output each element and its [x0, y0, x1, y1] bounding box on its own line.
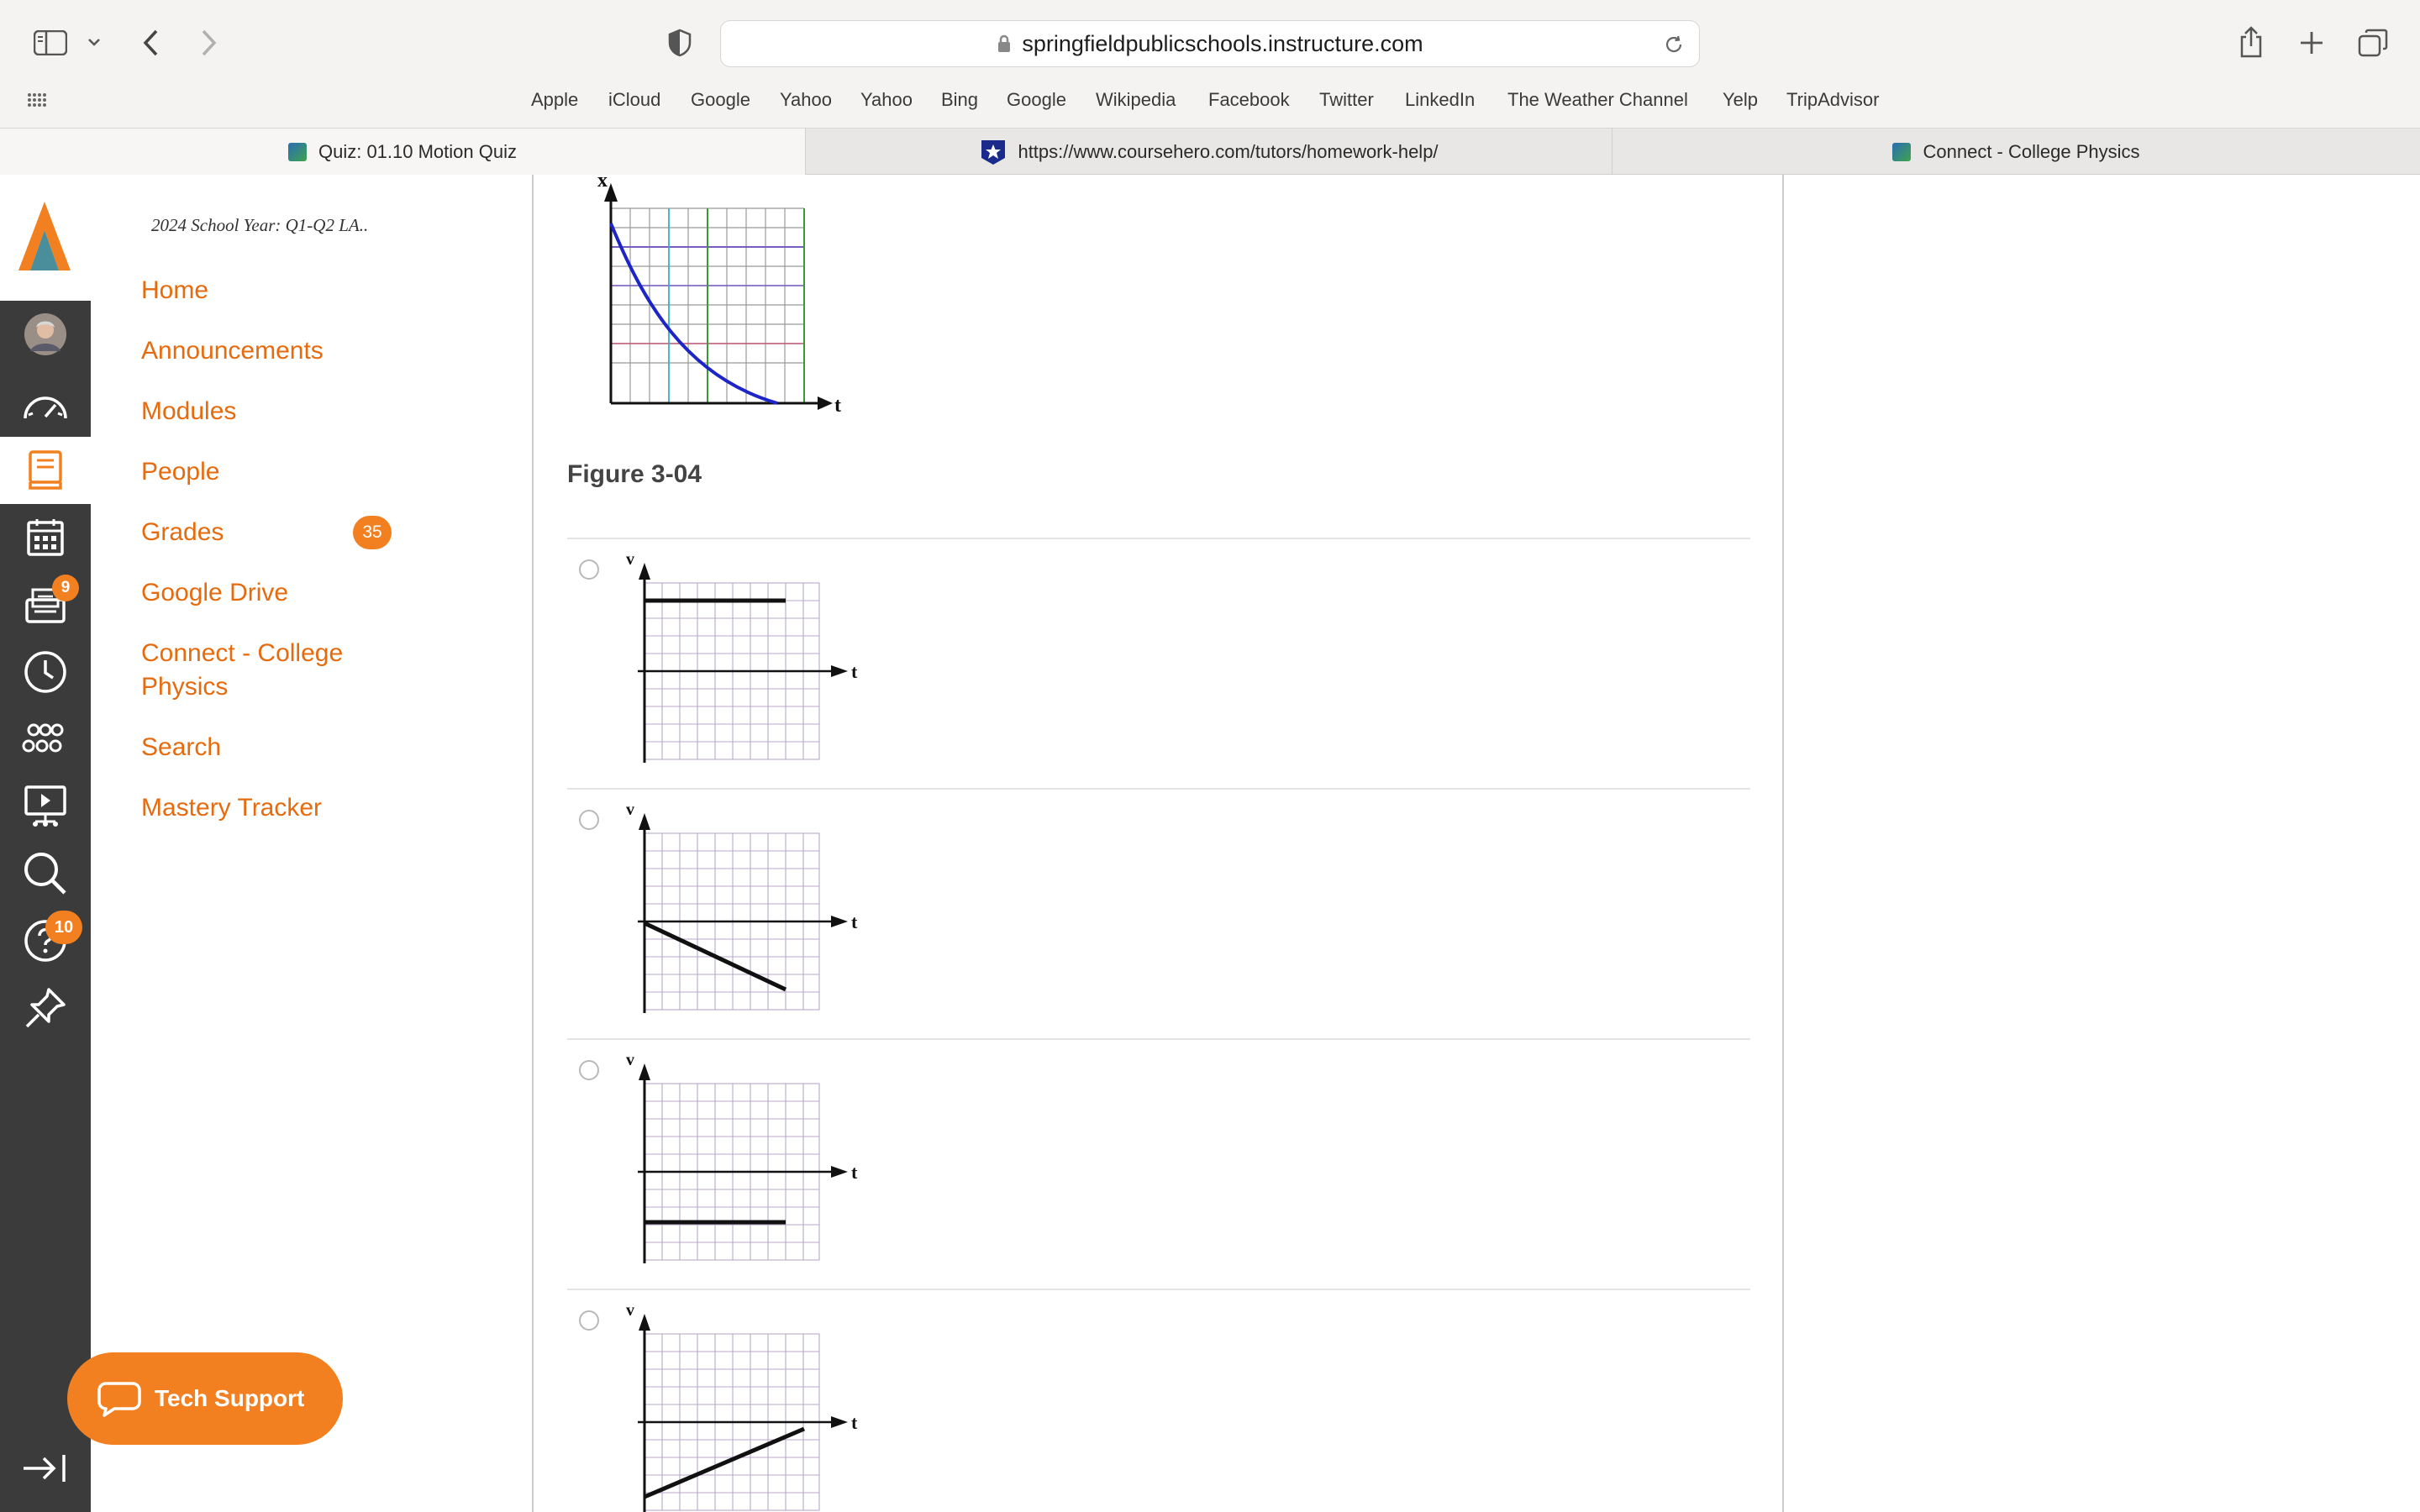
bookmark-facebook[interactable]: Facebook: [1208, 89, 1290, 110]
url-text: springfieldpublicschools.instructure.com: [1022, 30, 1423, 56]
tab-overview-icon[interactable]: [2358, 29, 2388, 57]
bookmark-weather-channel[interactable]: The Weather Channel: [1507, 89, 1688, 110]
logo-icon: [15, 198, 74, 274]
option-4-x-label: t: [851, 1412, 858, 1433]
bookmark-icloud[interactable]: iCloud: [608, 89, 661, 110]
tab-quiz[interactable]: [0, 129, 805, 175]
courses-nav[interactable]: [0, 437, 91, 504]
tab-connect[interactable]: [1612, 129, 2420, 175]
answer-radio-1[interactable]: [579, 559, 599, 580]
bookmark-yahoo-2[interactable]: Yahoo: [860, 89, 913, 110]
figure-caption: Figure 3-04: [567, 460, 702, 488]
quiz-content: [532, 175, 1784, 1512]
chevron-down-icon[interactable]: [87, 37, 101, 47]
course-nav-google-drive[interactable]: Google Drive: [141, 579, 289, 606]
new-tab-icon[interactable]: [2299, 30, 2324, 55]
bookmark-twitter[interactable]: Twitter: [1319, 89, 1374, 110]
course-title[interactable]: 2024 School Year: Q1-Q2 LA..: [151, 215, 369, 235]
bookmark-apple[interactable]: Apple: [531, 89, 579, 110]
option-3-graph: [618, 1052, 870, 1278]
reload-icon[interactable]: [1664, 34, 1684, 55]
figure-x-axis-label: t: [834, 395, 841, 417]
history-nav[interactable]: [0, 638, 91, 706]
course-nav-modules[interactable]: Modules: [141, 397, 237, 425]
course-nav-announcements[interactable]: Announcements: [141, 337, 324, 365]
pin-nav[interactable]: [0, 974, 91, 1042]
bookmark-google-2[interactable]: Google: [1007, 89, 1066, 110]
bookmark-linkedin[interactable]: LinkedIn: [1405, 89, 1476, 110]
course-nav-home[interactable]: Home: [141, 276, 209, 304]
canvas-favicon-icon: [1892, 143, 1911, 161]
dashboard-gauge-icon: [22, 390, 69, 423]
option-4-y-label: v: [626, 1302, 634, 1320]
pin-icon: [24, 986, 67, 1030]
collapse-nav-icon[interactable]: [22, 1452, 67, 1485]
option-1-y-label: v: [626, 551, 634, 569]
option-1-x-label: t: [851, 661, 858, 682]
figure-y-axis-label: x: [597, 175, 608, 192]
course-nav-grades[interactable]: Grades: [141, 518, 224, 546]
studio-nav[interactable]: [0, 773, 91, 840]
coursehero-favicon-icon: [979, 138, 1007, 166]
bookmark-yahoo[interactable]: Yahoo: [780, 89, 832, 110]
answer-option-3[interactable]: [567, 1038, 1750, 1289]
clock-icon: [24, 650, 67, 694]
answer-option-1[interactable]: [567, 538, 1750, 788]
apps-grid-icon[interactable]: [27, 92, 47, 108]
bookmark-google[interactable]: Google: [691, 89, 750, 110]
tab-label: Quiz: 01.10 Motion Quiz: [318, 140, 517, 162]
avatar: [24, 312, 67, 356]
calendar-icon: [26, 517, 65, 558]
course-navigation: [91, 175, 532, 1512]
option-4-graph: [618, 1302, 870, 1512]
studio-icon: [24, 785, 67, 828]
forward-icon[interactable]: [200, 29, 218, 57]
calendar-nav[interactable]: [0, 504, 91, 571]
address-bar[interactable]: [720, 20, 1700, 67]
groups-nav[interactable]: [0, 706, 91, 773]
privacy-shield-icon[interactable]: [667, 29, 692, 57]
inbox-badge: 9: [52, 575, 79, 601]
tab-label: Connect - College Physics: [1923, 140, 2140, 162]
tech-support-label: Tech Support: [155, 1385, 305, 1411]
answer-radio-4[interactable]: [579, 1310, 599, 1331]
help-badge: 10: [45, 911, 82, 944]
bookmark-bing[interactable]: Bing: [941, 89, 979, 110]
answer-radio-2[interactable]: [579, 810, 599, 830]
option-3-x-label: t: [851, 1162, 858, 1183]
tech-support-button[interactable]: [67, 1352, 343, 1445]
option-3-y-label: v: [626, 1052, 634, 1069]
grades-badge: 35: [353, 516, 392, 549]
sidebar-toggle-icon[interactable]: [34, 30, 67, 55]
answer-radio-3[interactable]: [579, 1060, 599, 1080]
chat-bubble-icon: [97, 1380, 141, 1417]
option-2-x-label: t: [851, 911, 858, 932]
dashboard-nav[interactable]: [0, 373, 91, 440]
back-icon[interactable]: [141, 29, 160, 57]
course-nav-connect-line1: Connect - College: [141, 639, 344, 667]
tab-label: https://www.coursehero.com/tutors/homework-help/: [1018, 140, 1439, 162]
groups-icon: [22, 722, 69, 756]
course-nav-connect-line2: Physics: [141, 673, 229, 701]
search-nav[interactable]: [0, 840, 91, 907]
course-nav-connect[interactable]: [141, 637, 343, 704]
canvas-favicon-icon: [288, 143, 307, 161]
tab-coursehero[interactable]: [805, 129, 1612, 175]
institution-logo[interactable]: [0, 175, 91, 301]
answer-option-4[interactable]: [567, 1289, 1750, 1512]
share-icon[interactable]: [2238, 25, 2264, 59]
course-nav-search[interactable]: Search: [141, 733, 222, 761]
bookmark-tripadvisor[interactable]: TripAdvisor: [1786, 89, 1880, 110]
course-nav-mastery-tracker[interactable]: Mastery Tracker: [141, 794, 323, 822]
option-2-y-label: v: [626, 801, 634, 819]
course-nav-people[interactable]: People: [141, 458, 220, 486]
bookmark-wikipedia[interactable]: Wikipedia: [1096, 89, 1176, 110]
courses-book-icon: [27, 449, 64, 491]
figure-3-04-graph: [592, 175, 844, 418]
lock-icon: [997, 34, 1012, 54]
answer-option-2[interactable]: [567, 788, 1750, 1038]
tab-bar: [0, 128, 2420, 175]
account-nav[interactable]: [0, 301, 91, 368]
bookmark-yelp[interactable]: Yelp: [1723, 89, 1759, 110]
search-icon: [23, 851, 68, 896]
option-2-graph: [618, 801, 870, 1028]
option-1-graph: [618, 551, 870, 778]
